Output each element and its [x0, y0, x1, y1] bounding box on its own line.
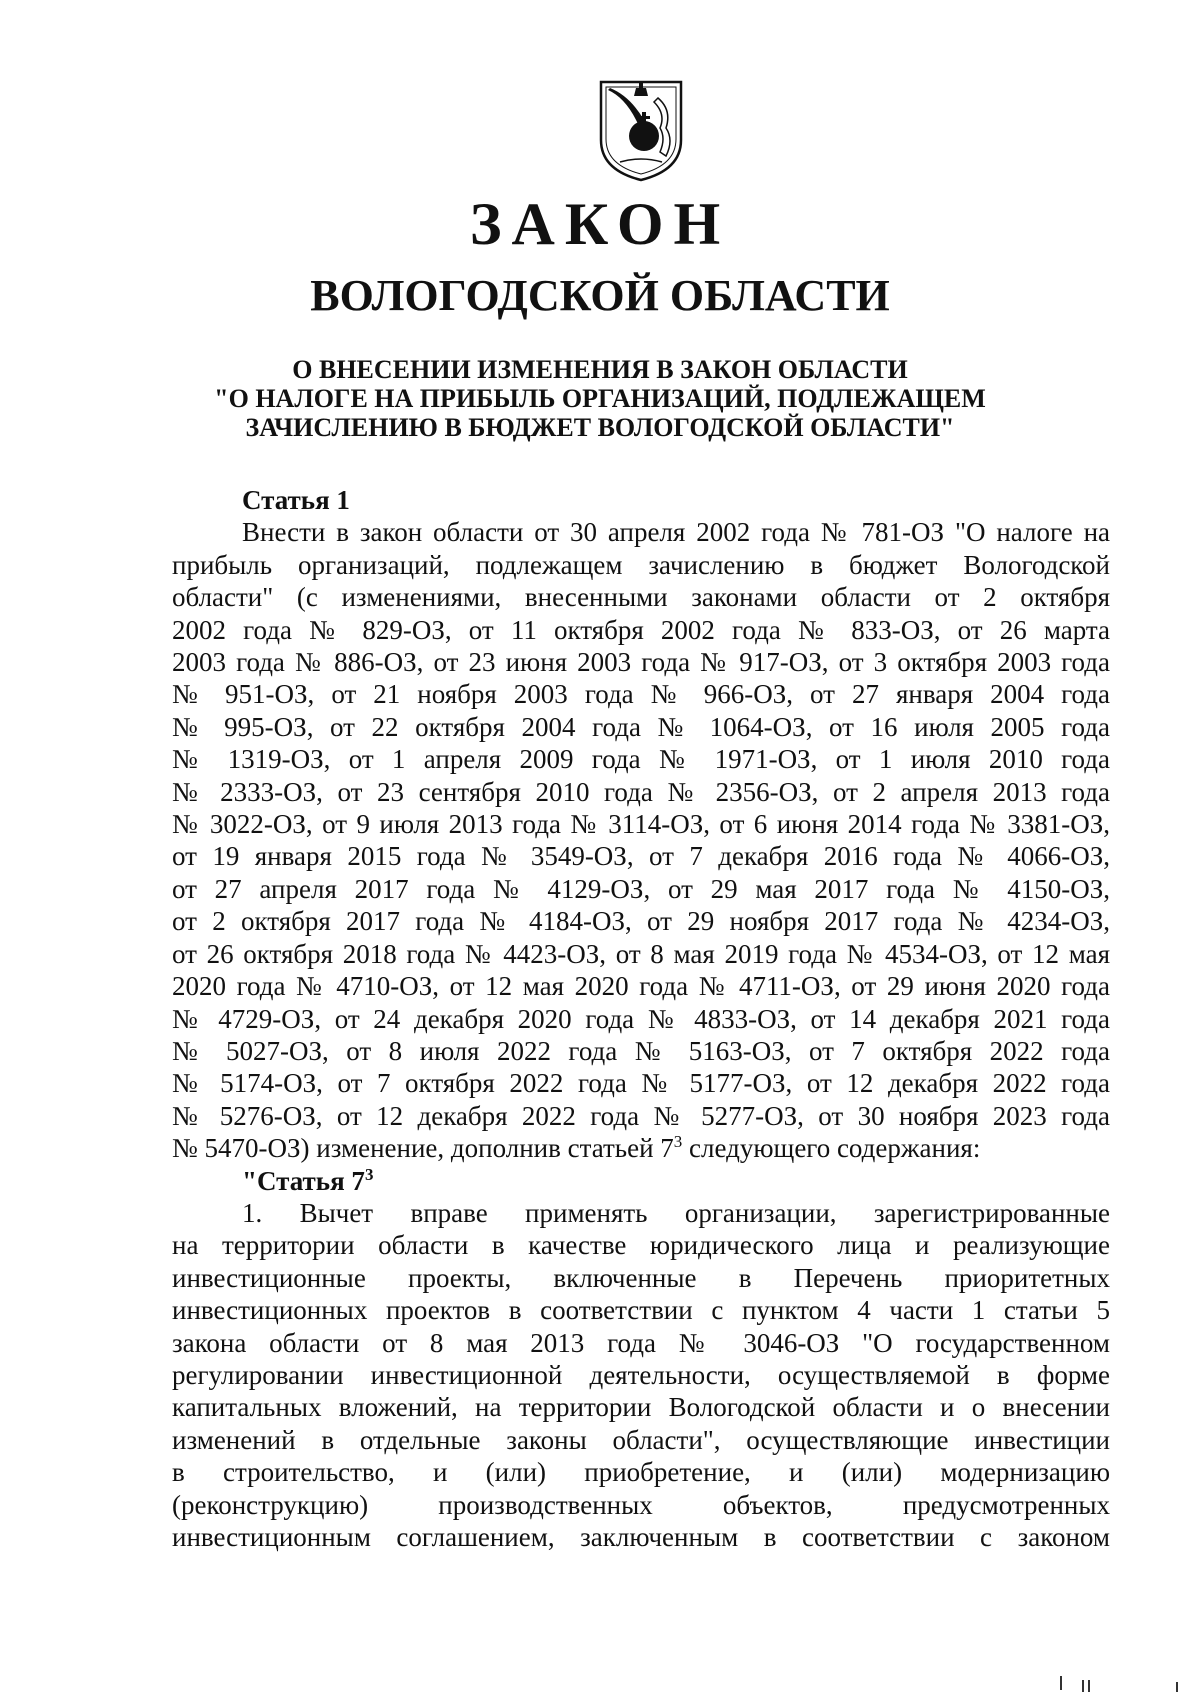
text-line: области" (с изменениями, внесенными законами области от 2 октября — [172, 582, 1110, 613]
article-7-3-text — [172, 1197, 1110, 1553]
text-line: от 2 октября 2017 года № 4184-ОЗ, от 29 ноября 2017 года № 4234-ОЗ, — [172, 906, 1110, 937]
text-line: № 5174-ОЗ, от 7 октября 2022 года № 5177-ОЗ, от 12 декабря 2022 года — [172, 1068, 1110, 1099]
text-line: 2003 года № 886-ОЗ, от 23 июня 2003 года № 917-ОЗ, от 3 октября 2003 года — [172, 647, 1110, 678]
coat-of-arms-icon — [596, 78, 686, 183]
scan-artifact — [1082, 1680, 1084, 1692]
text-fragment: № 5470-ОЗ) изменение, дополнив статьей 7 — [172, 1133, 674, 1164]
text-line: инвестиционным соглашением, заключенным в соответствии с законом — [172, 1522, 1110, 1552]
text-line: (реконструкцию) производственных объектов, предусмотренных — [172, 1489, 1110, 1520]
text-line: 2002 года № 829-ОЗ, от 11 октября 2002 года № 833-ОЗ, от 26 марта — [172, 614, 1110, 645]
text-line: прибыль организаций, подлежащем зачислению в бюджет Вологодской — [172, 549, 1110, 580]
law-body — [172, 484, 1110, 1553]
article-1-text — [172, 516, 1110, 1164]
article-1-heading: Статья 1 — [242, 485, 350, 515]
subject-line: О ВНЕСЕНИИ ИЗМЕНЕНИЯ В ЗАКОН ОБЛАСТИ — [292, 355, 908, 384]
text-line: от 19 января 2015 года № 3549-ОЗ, от 7 декабря 2016 года № 4066-ОЗ, — [172, 841, 1110, 872]
text-line: изменений в отдельные законы области", осуществляющие инвестиции — [172, 1424, 1110, 1455]
scan-artifact — [1088, 1680, 1090, 1692]
law-subject — [150, 355, 1050, 442]
text-line: регулировании инвестиционной деятельности, осуществляемой в форме — [172, 1359, 1110, 1390]
text-line: Внести в закон области от 30 апреля 2002 года № 781-ОЗ "О налоге на — [242, 517, 1110, 548]
text-line: № 2333-ОЗ, от 23 сентября 2010 года № 2356-ОЗ, от 2 апреля 2013 года — [172, 776, 1110, 807]
text-line: № 951-ОЗ, от 21 ноября 2003 года № 966-ОЗ, от 27 января 2004 года — [172, 679, 1110, 710]
text-line: от 27 апреля 2017 года № 4129-ОЗ, от 29 мая 2017 года № 4150-ОЗ, — [172, 873, 1110, 904]
text-line: № 1319-ОЗ, от 1 апреля 2009 года № 1971-ОЗ, от 1 июля 2010 года — [172, 744, 1110, 775]
superscript: 3 — [673, 1132, 683, 1152]
text-line: № 5276-ОЗ, от 12 декабря 2022 года № 5277-ОЗ, от 30 ноября 2023 года — [172, 1100, 1110, 1131]
text-line: 1. Вычет вправе применять организации, зарегистрированные — [242, 1197, 1110, 1228]
text-line: инвестиционных проектов в соответствии с пунктом 4 части 1 статьи 5 — [172, 1295, 1110, 1326]
text-line: № 5027-ОЗ, от 8 июля 2022 года № 5163-ОЗ, от 7 октября 2022 года — [172, 1035, 1110, 1066]
text-line: закона области от 8 мая 2013 года № 3046-ОЗ "О государственном — [172, 1327, 1110, 1358]
text-fragment: следующего содержания: — [682, 1133, 981, 1164]
text-line: от 26 октября 2018 года № 4423-ОЗ, от 8 мая 2019 года № 4534-ОЗ, от 12 мая — [172, 938, 1110, 969]
scan-artifact — [1060, 1676, 1062, 1690]
subject-line: "О НАЛОГЕ НА ПРИБЫЛЬ ОРГАНИЗАЦИЙ, ПОДЛЕЖАЩЕМ — [214, 384, 986, 413]
subject-line: ЗАЧИСЛЕНИЮ В БЮДЖЕТ ВОЛОГОДСКОЙ ОБЛАСТИ" — [245, 413, 955, 442]
text-line: в строительство, и (или) приобретение, и (или) модернизацию — [172, 1457, 1110, 1488]
text-line: № 3022-ОЗ, от 9 июля 2013 года № 3114-ОЗ, от 6 июня 2014 года № 3381-ОЗ, — [172, 809, 1110, 840]
superscript: 3 — [364, 1164, 374, 1184]
region-title: ВОЛОГОДСКОЙ ОБЛАСТИ — [310, 271, 890, 320]
scan-artifact — [1176, 1682, 1178, 1692]
heading-text: "Статья 7 — [242, 1165, 365, 1196]
text-line: капитальных вложений, на территории Вологодской области и о внесении — [172, 1392, 1110, 1423]
law-title: ЗАКОН — [469, 191, 731, 257]
text-line: № 995-ОЗ, от 22 октября 2004 года № 1064-ОЗ, от 16 июля 2005 года — [172, 711, 1110, 742]
text-line: № 4729-ОЗ, от 24 декабря 2020 года № 4833-ОЗ, от 14 декабря 2021 года — [172, 1003, 1110, 1034]
article-7-3-heading — [172, 1165, 1110, 1197]
text-line — [172, 1132, 1110, 1164]
text-line: на территории области в качестве юридического лица и реализующие — [172, 1230, 1110, 1261]
text-line: 2020 года № 4710-ОЗ, от 12 мая 2020 года № 4711-ОЗ, от 29 июня 2020 года — [172, 971, 1110, 1002]
text-line: инвестиционные проекты, включенные в Перечень приоритетных — [172, 1262, 1110, 1293]
